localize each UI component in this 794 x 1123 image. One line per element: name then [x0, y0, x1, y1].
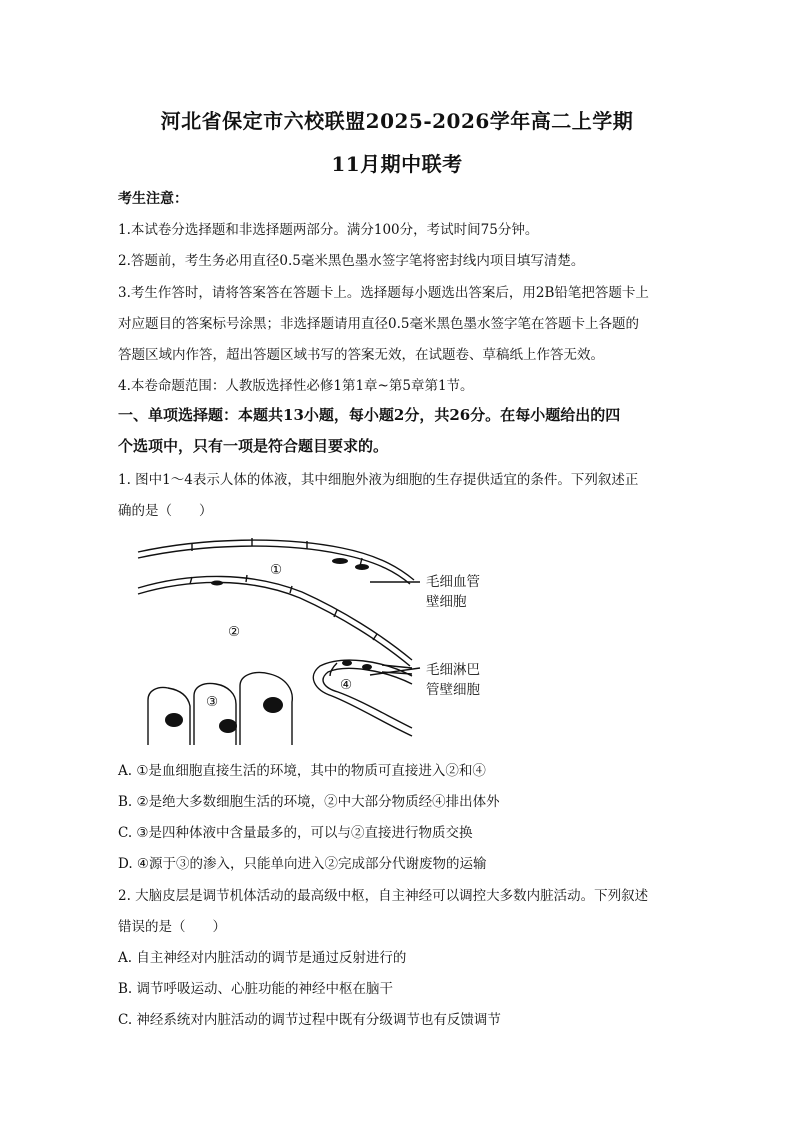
notice-item: 1.本试卷分选择题和非选择题两部分。满分100分，考试时间75分钟。	[118, 222, 539, 238]
capillary-wall-label: 壁细胞	[426, 594, 467, 610]
tissue-cell-nucleus	[219, 719, 237, 733]
tissue-cell-nucleus	[165, 713, 183, 727]
fluid-label-1: ①	[270, 562, 283, 578]
capillary-wall-inner-inner	[138, 582, 410, 666]
question-stem: 1. 图中1～4表示人体的体液，其中细胞外液为细胞的生存提供适宜的条件。下列叙述正	[118, 472, 639, 488]
notice-item: 答题区域内作答，超出答题区域书写的答案无效，在试题卷、草稿纸上作答无效。	[118, 347, 604, 363]
tissue-cell	[194, 684, 236, 746]
fluid-label-4: ④	[340, 677, 353, 693]
exam-title-line2: 11月期中联考	[331, 152, 463, 176]
notice-item: 4.本卷命题范围：人教版选择性必修1第1章~第5章第1节。	[118, 378, 474, 394]
section-heading-line1: 一、单项选择题：本题共13小题，每小题2分，共26分。在每小题给出的四	[118, 406, 621, 424]
notice-item: 对应题目的答案标号涂黑；非选择题请用直径0.5毫米黑色墨水签字笔在答题卡上各题的	[118, 316, 639, 332]
capillary-wall-label: 毛细血管	[426, 574, 480, 590]
exam-title-line1: 河北省保定市六校联盟2025-2026学年高二上学期	[160, 109, 634, 133]
question-stem: 2. 大脑皮层是调节机体活动的最高级中枢，自主神经可以调控大多数内脏活动。下列叙述	[118, 888, 649, 904]
notice-heading: 考生注意：	[118, 191, 188, 207]
answer-option-a: A. 自主神经对内脏活动的调节是通过反射进行的	[118, 950, 407, 966]
notice-item: 3.考生作答时，请将答案答在答题卡上。选择题每小题选出答案后，用2B铅笔把答题卡上	[118, 285, 649, 301]
answer-option-a: A. ①是血细胞直接生活的环境，其中的物质可直接进入②和④	[118, 763, 486, 779]
lymph-wall-label: 管壁细胞	[426, 682, 480, 698]
answer-option-d: D. ④源于③的渗入，只能单向进入②完成部分代谢废物的运输	[118, 856, 487, 872]
answer-option-b: B. 调节呼吸运动、心脏功能的神经中枢在脑干	[118, 981, 394, 997]
question-stem: 错误的是（ ）	[118, 919, 226, 935]
section-heading-line2: 个选项中，只有一项是符合题目要求的。	[118, 437, 389, 455]
question-stem: 确的是（ ）	[118, 503, 213, 519]
fluid-label-2: ②	[228, 624, 241, 640]
tissue-cell-nucleus	[263, 697, 283, 713]
body-fluid-diagram	[132, 530, 502, 745]
diagram-drawing	[132, 530, 502, 745]
fluid-label-3: ③	[206, 694, 219, 710]
answer-option-c: C. ③是四种体液中含量最多的，可以与②直接进行物质交换	[118, 825, 473, 841]
answer-option-b: B. ②是绝大多数细胞生活的环境，②中大部分物质经④排出体外	[118, 794, 500, 810]
lymph-wall-label: 毛细淋巴	[426, 662, 480, 678]
notice-item: 2.答题前，考生务必用直径0.5毫米黑色墨水签字笔将密封线内项目填写清楚。	[118, 253, 585, 269]
answer-option-c: C. 神经系统对内脏活动的调节过程中既有分级调节也有反馈调节	[118, 1012, 501, 1028]
